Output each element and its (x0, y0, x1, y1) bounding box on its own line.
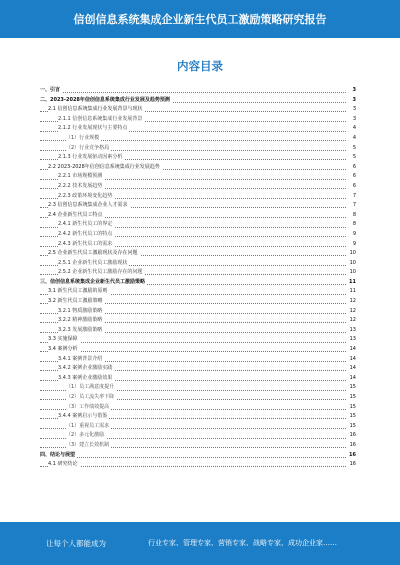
toc-entry-label: 四、结论与展望 (40, 451, 77, 461)
toc-entry[interactable] (40, 316, 356, 326)
toc-entry[interactable] (40, 192, 356, 202)
toc-entry-page: 16 (347, 451, 356, 461)
toc-entry-label: （3）建立长效机制 (66, 441, 111, 451)
toc-entry[interactable] (40, 153, 356, 163)
toc-entry[interactable] (40, 220, 356, 230)
toc-entry-label: （1）重视员工需求 (66, 422, 111, 432)
toc-entry-label: 3.2.2 精神激励策略 (58, 316, 104, 326)
toc-entry-label: （1）行业规模 (66, 134, 101, 144)
toc-entry[interactable] (40, 307, 356, 317)
toc-entry[interactable] (40, 441, 356, 451)
toc-entry-page: 3 (347, 96, 356, 106)
toc-entry[interactable] (40, 335, 356, 345)
toc-entry-page: 14 (347, 364, 356, 374)
toc-entry-page: 15 (347, 393, 356, 403)
toc-entry[interactable] (40, 355, 356, 365)
toc-entry-page: 14 (347, 374, 356, 384)
toc-entry-label: 三、信创信息系统集成企业新生代员工激励策略 (40, 278, 147, 288)
toc-entry-label: 2.4.1 新生代员工的界定 (58, 220, 114, 230)
toc-entry[interactable] (40, 182, 356, 192)
toc-entry[interactable] (40, 115, 356, 125)
toc-entry-page: 15 (347, 403, 356, 413)
toc-entry-page: 10 (347, 249, 356, 259)
toc-entry-label: 2.2.3 政策环境变化趋势 (58, 192, 114, 202)
toc-entry[interactable] (40, 163, 356, 173)
toc-entry-label: 3.3 实施保障 (48, 335, 80, 345)
toc-entry-label: 2.1 信创信息系统集成行业发展背景与现状 (48, 105, 145, 115)
toc-entry[interactable] (40, 86, 356, 96)
toc-entry[interactable] (40, 374, 356, 384)
toc-heading: 内容目录 (177, 59, 223, 73)
toc-entry[interactable] (40, 144, 356, 154)
toc-entry-label: 2.4.2 新生代员工的特点 (58, 230, 114, 240)
toc-entry-label: 2.4 企业新生代员工特点 (48, 211, 105, 221)
toc-entry-page: 6 (347, 172, 356, 182)
toc-entry-label: 3.4.1 案例背景介绍 (58, 355, 104, 365)
toc-entry[interactable] (40, 96, 356, 106)
toc-entry-label: 3.2.1 物质激励策略 (58, 307, 104, 317)
toc-entry-page: 4 (347, 124, 356, 134)
toc-entry[interactable] (40, 422, 356, 432)
toc-entry-label: 2.1.1 信创信息系统集成行业发展背景 (58, 115, 144, 125)
toc-entry-label: 二、2023-2028年信创信息系统集成行业发展及趋势预测 (40, 96, 172, 106)
toc-entry-page: 3 (347, 105, 356, 115)
toc-entry-page: 15 (347, 422, 356, 432)
toc-entry-page: 14 (347, 355, 356, 365)
toc-entry[interactable] (40, 201, 356, 211)
toc-entry-page: 4 (347, 134, 356, 144)
toc-entry[interactable] (40, 259, 356, 269)
toc-entry-page: 12 (347, 316, 356, 326)
toc-entry-page: 10 (347, 259, 356, 269)
toc-entry-page: 16 (347, 431, 356, 441)
toc-entry[interactable] (40, 268, 356, 278)
toc-entry[interactable] (40, 345, 356, 355)
toc-entry-label: 3.4.2 案例企业激励实践 (58, 364, 114, 374)
toc-entry-label: 2.2 2023-2028年信创信息系统集成行业发展趋势 (48, 163, 162, 173)
toc-entry[interactable] (40, 412, 356, 422)
toc-entry[interactable] (40, 326, 356, 336)
toc-entry-label: 3.4 案例分析 (48, 345, 80, 355)
toc-entry-page: 6 (347, 163, 356, 173)
toc-dot-leader (40, 92, 346, 93)
toc-entry-page: 5 (347, 153, 356, 163)
toc-entry[interactable] (40, 364, 356, 374)
toc-entry-label: 2.1.3 行业发展驱动因素分析 (58, 153, 124, 163)
toc-entry-label: 2.2.2 技术发展趋势 (58, 182, 104, 192)
toc-entry-page: 3 (347, 86, 356, 96)
toc-entry-page: 3 (347, 115, 356, 125)
toc-entry-page: 13 (347, 335, 356, 345)
toc-entry-label: （1）员工满意度提升 (66, 383, 116, 393)
toc-entry[interactable] (40, 249, 356, 259)
toc-entry[interactable] (40, 124, 356, 134)
toc-entry[interactable] (40, 393, 356, 403)
toc-entry[interactable] (40, 172, 356, 182)
toc-dot-leader (40, 351, 346, 352)
toc-entry-label: 3.4.3 案例企业激励效果 (58, 374, 114, 384)
toc-entry[interactable] (40, 134, 356, 144)
toc-entry[interactable] (40, 240, 356, 250)
toc-entry-page: 12 (347, 297, 356, 307)
toc-entry-page: 7 (347, 201, 356, 211)
toc-entry-page: 9 (347, 240, 356, 250)
table-of-contents (40, 86, 356, 470)
toc-dot-leader (40, 466, 346, 467)
toc-entry-label: 3.4.4 案例启示与借鉴 (58, 412, 109, 422)
toc-entry-label: 3.2 新生代员工激励策略 (48, 297, 105, 307)
toc-entry[interactable] (40, 105, 356, 115)
toc-dot-leader (40, 457, 346, 458)
footer-slogan: 让每个人都能成为 (46, 539, 106, 548)
footer-bar (0, 522, 400, 565)
header-bar (0, 0, 400, 38)
toc-entry-label: 4.1 研究结论 (48, 460, 80, 470)
toc-entry-page: 11 (347, 278, 356, 288)
toc-entry-label: 2.1.2 行业发展现状与主要特点 (58, 124, 129, 134)
toc-entry-label: 3.2.3 发展激励策略 (58, 326, 104, 336)
footer-tagline: 行业专家、管理专家、营销专家、战略专家、成功企业家…… (148, 539, 337, 547)
toc-entry-page: 11 (347, 287, 356, 297)
toc-entry[interactable] (40, 230, 356, 240)
toc-entry-page: 14 (347, 345, 356, 355)
toc-entry-label: （2）多元化激励 (66, 431, 106, 441)
toc-entry-page: 15 (347, 412, 356, 422)
toc-entry-label: 2.3 信创信息系统集成企业人才需求 (48, 201, 130, 211)
toc-dot-leader (40, 342, 346, 343)
toc-entry-page: 8 (347, 211, 356, 221)
toc-entry[interactable] (40, 451, 356, 461)
toc-entry-page: 6 (347, 182, 356, 192)
toc-entry[interactable] (40, 460, 356, 470)
toc-entry-label: 3.1 新生代员工激励的原则 (48, 287, 110, 297)
toc-entry[interactable] (40, 383, 356, 393)
toc-entry-page: 16 (347, 441, 356, 451)
toc-entry-page: 16 (347, 460, 356, 470)
toc-entry[interactable] (40, 403, 356, 413)
toc-entry-page: 13 (347, 326, 356, 336)
toc-entry-label: 2.5.1 企业新生代员工激励现状 (58, 259, 129, 269)
toc-entry[interactable] (40, 287, 356, 297)
toc-entry-label: 一、引言 (40, 86, 62, 96)
toc-entry-page: 7 (347, 192, 356, 202)
toc-entry-page: 15 (347, 383, 356, 393)
toc-entry-page: 9 (347, 230, 356, 240)
toc-entry-label: （2）行业竞争格局 (66, 144, 111, 154)
toc-entry[interactable] (40, 431, 356, 441)
report-title: 信创信息系统集成企业新生代员工激励策略研究报告 (73, 13, 327, 26)
toc-entry-page: 8 (347, 220, 356, 230)
toc-entry-label: 2.4.3 新生代员工的需求 (58, 240, 114, 250)
toc-entry[interactable] (40, 297, 356, 307)
toc-entry-label: 2.5 企业新生代员工激励现状及存在问题 (48, 249, 140, 259)
toc-entry-label: 2.2.1 市场规模预测 (58, 172, 104, 182)
toc-entry-page: 5 (347, 144, 356, 154)
toc-entry-page: 10 (347, 268, 356, 278)
toc-entry-label: 2.5.2 企业新生代员工激励存在的问题 (58, 268, 144, 278)
toc-entry-page: 12 (347, 307, 356, 317)
toc-entry-label: （3）工作绩效提高 (66, 403, 111, 413)
toc-entry[interactable] (40, 211, 356, 221)
toc-entry-label: （2）员工流失率下降 (66, 393, 116, 403)
toc-entry[interactable] (40, 278, 356, 288)
